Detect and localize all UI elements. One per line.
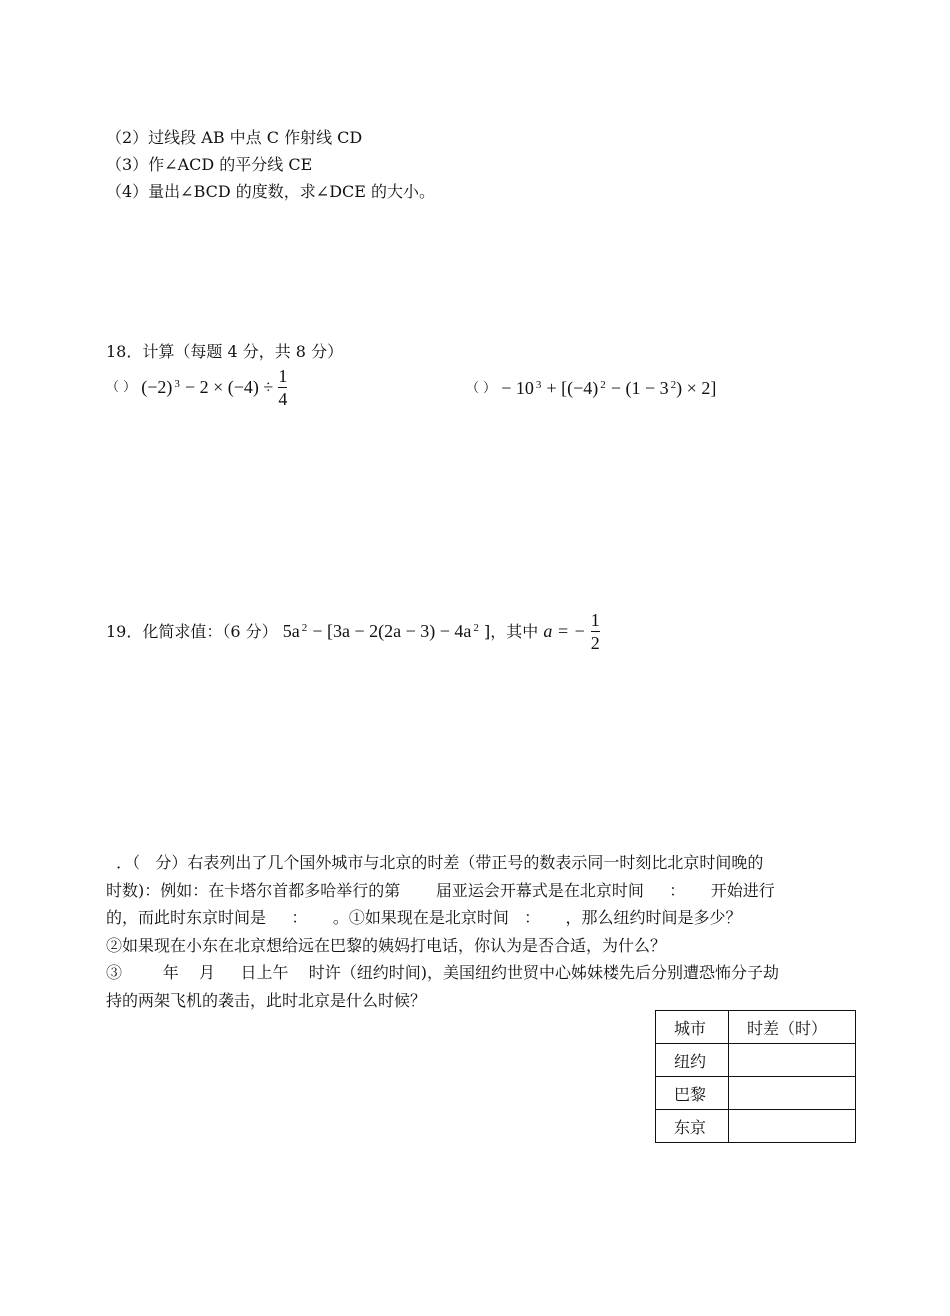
q17-step-4: （4）量出∠BCD 的度数，求∠DCE 的大小。 bbox=[106, 182, 436, 201]
q19-exp-b: 2 bbox=[473, 622, 479, 634]
q19-fraction bbox=[591, 609, 600, 654]
q18-problem-2-exp-c: 2 bbox=[670, 379, 677, 391]
q18-problem-2-expr-c: − (1 − 3 bbox=[610, 378, 669, 398]
table-cell-city: 巴黎 bbox=[656, 1077, 729, 1110]
q18-problem-2-exp-a: 3 bbox=[535, 379, 542, 391]
timezone-table bbox=[655, 1010, 856, 1143]
q18-problem-2 bbox=[466, 378, 716, 399]
q18-problem-1 bbox=[106, 366, 287, 411]
q20-problem bbox=[106, 849, 856, 1014]
table-cell-offset[interactable] bbox=[729, 1110, 856, 1143]
q18-problem-1-label: （ ） bbox=[106, 380, 137, 395]
q18-problem-1-expr-a: (−2) bbox=[141, 377, 173, 397]
q18-problem-1-expr-b: − 2 × (−4) ÷ bbox=[184, 377, 274, 397]
q19-expr-d: a = − bbox=[543, 621, 586, 641]
q18-heading: 18．计算（每题 4 分，共 8 分） bbox=[106, 342, 344, 361]
q19-exp-a: 2 bbox=[301, 622, 308, 634]
q20-line-6: 持的两架飞机的袭击，此时北京是什么时候？ bbox=[106, 990, 427, 1010]
q19-problem bbox=[106, 610, 600, 655]
table-cell-city: 纽约 bbox=[656, 1044, 729, 1077]
q18-problem-2-expr-b: + [(−4) bbox=[546, 378, 599, 398]
q17-step-3: （3）作∠ACD 的平分线 CE bbox=[106, 155, 313, 174]
q18-problem-1-frac-den: 4 bbox=[278, 389, 288, 409]
q20-line-4: ②如果现在小东在北京想给远在巴黎的姨妈打电话，你认为是否合适，为什么？ bbox=[106, 935, 667, 955]
q18-problem-1-exp-a: 3 bbox=[174, 378, 180, 390]
q19-heading: 19．化简求值：（6 分） bbox=[106, 622, 278, 641]
table-row bbox=[656, 1077, 856, 1110]
table-row bbox=[656, 1044, 856, 1077]
q19-expr-a: 5a bbox=[282, 621, 300, 641]
q19-frac-den: 2 bbox=[590, 633, 600, 653]
q19-expr-c: ]，其中 bbox=[483, 622, 539, 641]
q17-step-2: （2）过线段 AB 中点 C 作射线 CD bbox=[106, 128, 363, 147]
table-row bbox=[656, 1110, 856, 1143]
q20-line-3: 的，而此时东京时间是 ： 。①如果现在是北京时间 ： ，那么纽约时间是多少？ bbox=[106, 908, 742, 927]
q20-line-5: ③ 年 月 日上午 时许（纽约时间)，美国纽约世贸中心姊妹楼先后分别遭恐怖分子劫 bbox=[106, 963, 780, 982]
q18-problem-2-expr-a: − 10 bbox=[501, 378, 534, 398]
q19-expr-b: − [3a − 2(2a − 3) − 4a bbox=[312, 621, 472, 641]
table-header-offset: 时差（时） bbox=[729, 1011, 856, 1044]
q18-problem-2-label: （ ） bbox=[466, 381, 497, 396]
q20-line-1: ．（ 分）右表列出了几个国外城市与北京的时差（带正号的数表示同一时刻比北京时间晚的 bbox=[106, 853, 764, 872]
table-cell-offset[interactable] bbox=[729, 1077, 856, 1110]
q18-problem-1-fraction bbox=[278, 365, 287, 410]
table-header-row bbox=[656, 1011, 856, 1044]
q20-line-2: 时数)：例如：在卡塔尔首都多哈举行的第 届亚运会开幕式是在北京时间 ： 开始进行 bbox=[106, 880, 775, 900]
table-cell-city: 东京 bbox=[656, 1110, 729, 1143]
table-cell-offset[interactable] bbox=[729, 1044, 856, 1077]
q18-problem-2-expr-d: ) × 2] bbox=[676, 378, 717, 398]
q18-problem-2-exp-b: 2 bbox=[600, 379, 606, 391]
q18-problem-1-frac-num: 1 bbox=[278, 366, 288, 386]
q19-frac-num: 1 bbox=[590, 610, 600, 630]
table-header-city: 城市 bbox=[656, 1011, 729, 1044]
